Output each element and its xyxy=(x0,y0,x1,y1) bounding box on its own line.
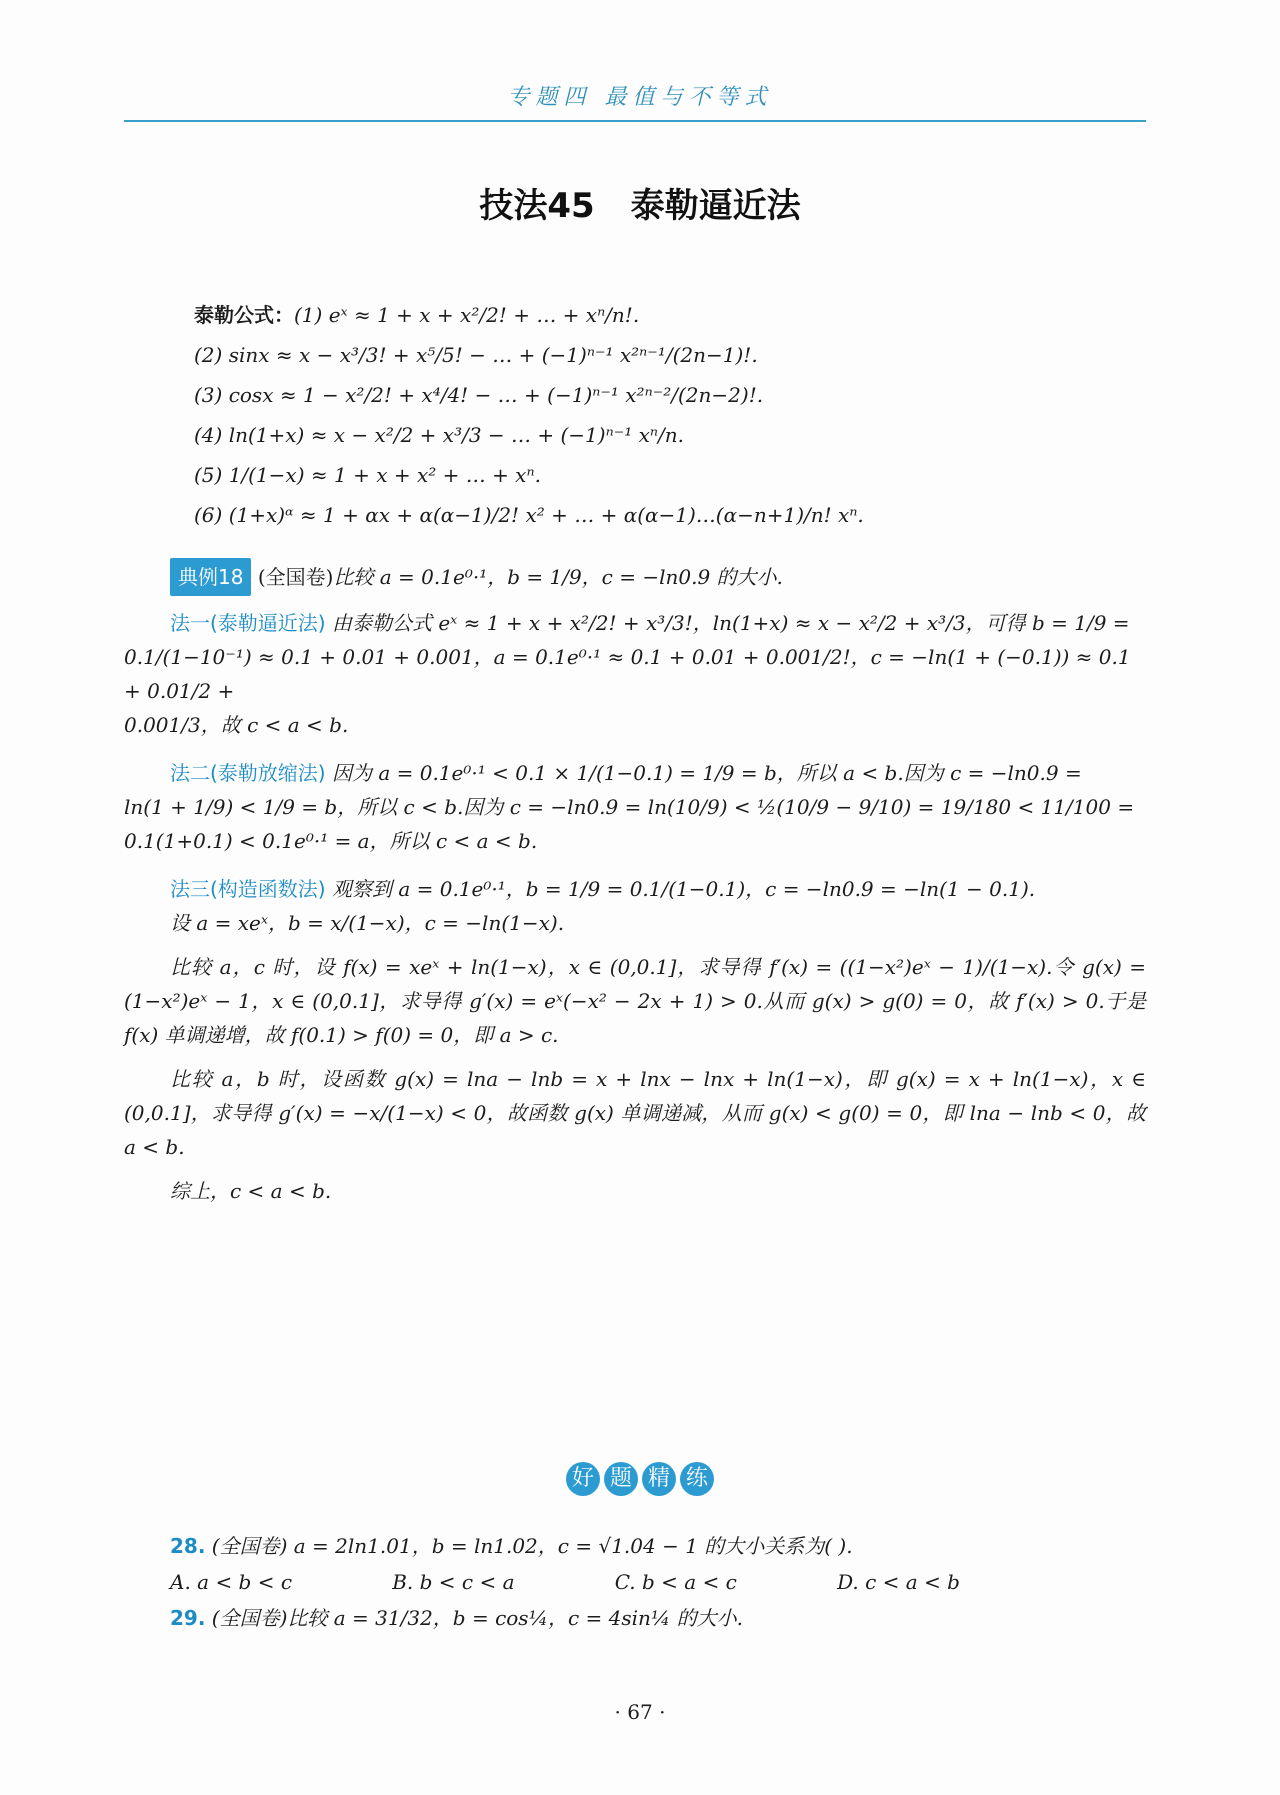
method-3 xyxy=(124,872,1146,1208)
taylor-formulas xyxy=(194,298,1146,532)
banner-char-3: 精 xyxy=(642,1462,676,1496)
problem-29-text: (全国卷)比较 a = 31/32，b = cos¼，c = 4sin¼ 的大小. xyxy=(211,1606,743,1630)
method-3-conclusion: 综上，c < a < b. xyxy=(170,1179,332,1203)
method-3-text-3: 比较 a，c 时，设 f(x) = xeˣ + ln(1−x)，x ∈ (0,0.1]，求导得 f′(x) = ((1−x²)eˣ − 1)/(1−x).令 g(x) = (1−x²)eˣ − 1，x ∈ (0,0.1]，求导得 g′(x) = eˣ(−x² − 2x + 1) > 0.从而 g(x) > g(0) = 0，故 f′(x) > 0.于是 f(x) 单调递增，故 f(0.1) > f(0) = 0，即 a > c. xyxy=(124,955,1146,1047)
method-3-text-1: 观察到 a = 0.1e⁰·¹，b = 1/9 = 0.1/(1−0.1)，c = −ln0.9 = −ln(1 − 0.1). xyxy=(331,877,1036,901)
formula-intro-label: 泰勒公式： xyxy=(194,303,294,327)
formula-6: (6) (1+x)ᵅ ≈ 1 + αx + α(α−1)/2! x² + … + α(α−1)…(α−n+1)/n! xⁿ. xyxy=(194,503,864,527)
banner-char-2: 题 xyxy=(604,1462,638,1496)
running-header: 专题四 最值与不等式 xyxy=(507,85,773,110)
problem-29-number: 29. xyxy=(170,1606,206,1630)
page-number: · 67 · xyxy=(614,1700,666,1724)
method-2-text-2: ln(1 + 1/9) < 1/9 = b，所以 c < b.因为 c = −ln0.9 = ln(10/9) < ½(10/9 − 9/10) = 19/180 < 11/100 = xyxy=(124,795,1135,819)
problem-29 xyxy=(170,1600,1130,1636)
technique-name: 泰勒逼近法 xyxy=(630,186,801,226)
formula-2: (2) sinx ≈ x − x³/3! + x⁵/5! − … + (−1)ⁿ⁻¹ x²ⁿ⁻¹/(2n−1)!. xyxy=(194,343,758,367)
method-1-text-2: 0.1/(1−10⁻¹) ≈ 0.1 + 0.01 + 0.001，a = 0.1e⁰·¹ ≈ 0.1 + 0.01 + 0.001/2!，c = −ln(1 + (−0.1)) ≈ 0.1 + 0.01/2 + xyxy=(124,645,1131,703)
problem-28-choices xyxy=(170,1564,960,1600)
method-1 xyxy=(124,606,1146,742)
page-title xyxy=(0,178,1280,227)
method-2-text-1: 因为 a = 0.1e⁰·¹ < 0.1 × 1/(1−0.1) = 1/9 = b，所以 a < b.因为 c = −ln0.9 = xyxy=(331,761,1082,785)
example-text: 比较 a = 0.1e⁰·¹，b = 1/9，c = −ln0.9 的大小. xyxy=(333,565,783,589)
example-tag: 典例18 xyxy=(170,558,251,596)
choice-a: A. a < b < c xyxy=(170,1570,293,1594)
choice-b: B. b < c < a xyxy=(392,1570,515,1594)
formula-5: (5) 1/(1−x) ≈ 1 + x + x² + … + xⁿ. xyxy=(194,463,541,487)
method-3-text-4: 比较 a，b 时，设函数 g(x) = lna − lnb = x + lnx − lnx + ln(1−x)，即 g(x) = x + ln(1−x)，x ∈ (0,0.1]，求导得 g′(x) = −x/(1−x) < 0，故函数 g(x) 单调递减，从而 g(x) < g(0) = 0，即 lna − lnb < 0，故 a < b. xyxy=(124,1067,1146,1159)
method-3-label: 法三(构造函数法) xyxy=(170,877,326,901)
choice-d: D. c < a < b xyxy=(837,1570,960,1594)
formula-3: (3) cosx ≈ 1 − x²/2! + x⁴/4! − … + (−1)ⁿ⁻¹ x²ⁿ⁻²/(2n−2)!. xyxy=(194,383,764,407)
formula-4: (4) ln(1+x) ≈ x − x²/2 + x³/3 − … + (−1)ⁿ⁻¹ xⁿ/n. xyxy=(194,423,684,447)
example-statement xyxy=(170,558,1146,596)
problem-28 xyxy=(170,1528,1130,1564)
method-2-text-3: 0.1(1+0.1) < 0.1e⁰·¹ = a，所以 c < a < b. xyxy=(124,829,538,853)
example-source: (全国卷) xyxy=(257,565,334,589)
formula-1: 泰勒公式：(1) eˣ ≈ 1 + x + x²/2! + … + xⁿ/n!. xyxy=(194,303,640,327)
header-rule xyxy=(124,120,1146,122)
method-1-label: 法一(泰勒逼近法) xyxy=(170,611,326,635)
method-1-text-3: 0.001/3，故 c < a < b. xyxy=(124,713,349,737)
practice-problems xyxy=(170,1528,1130,1636)
choice-c: C. b < a < c xyxy=(614,1570,737,1594)
problem-28-text: (全国卷) a = 2ln1.01，b = ln1.02，c = √1.04 − 1 的大小关系为( ). xyxy=(211,1534,853,1558)
banner-char-4: 练 xyxy=(680,1462,714,1496)
method-2 xyxy=(124,756,1146,858)
technique-number: 技法45 xyxy=(479,186,595,226)
practice-banner xyxy=(0,1462,1280,1496)
main-content xyxy=(124,290,1146,1208)
method-2-label: 法二(泰勒放缩法) xyxy=(170,761,326,785)
method-3-text-2: 设 a = xeˣ，b = x/(1−x)，c = −ln(1−x). xyxy=(170,911,565,935)
banner-char-1: 好 xyxy=(566,1462,600,1496)
problem-28-number: 28. xyxy=(170,1534,206,1558)
method-1-text-1: 由泰勒公式 eˣ ≈ 1 + x + x²/2! + x³/3!，ln(1+x) ≈ x − x²/2 + x³/3，可得 b = 1/9 = xyxy=(331,611,1130,635)
